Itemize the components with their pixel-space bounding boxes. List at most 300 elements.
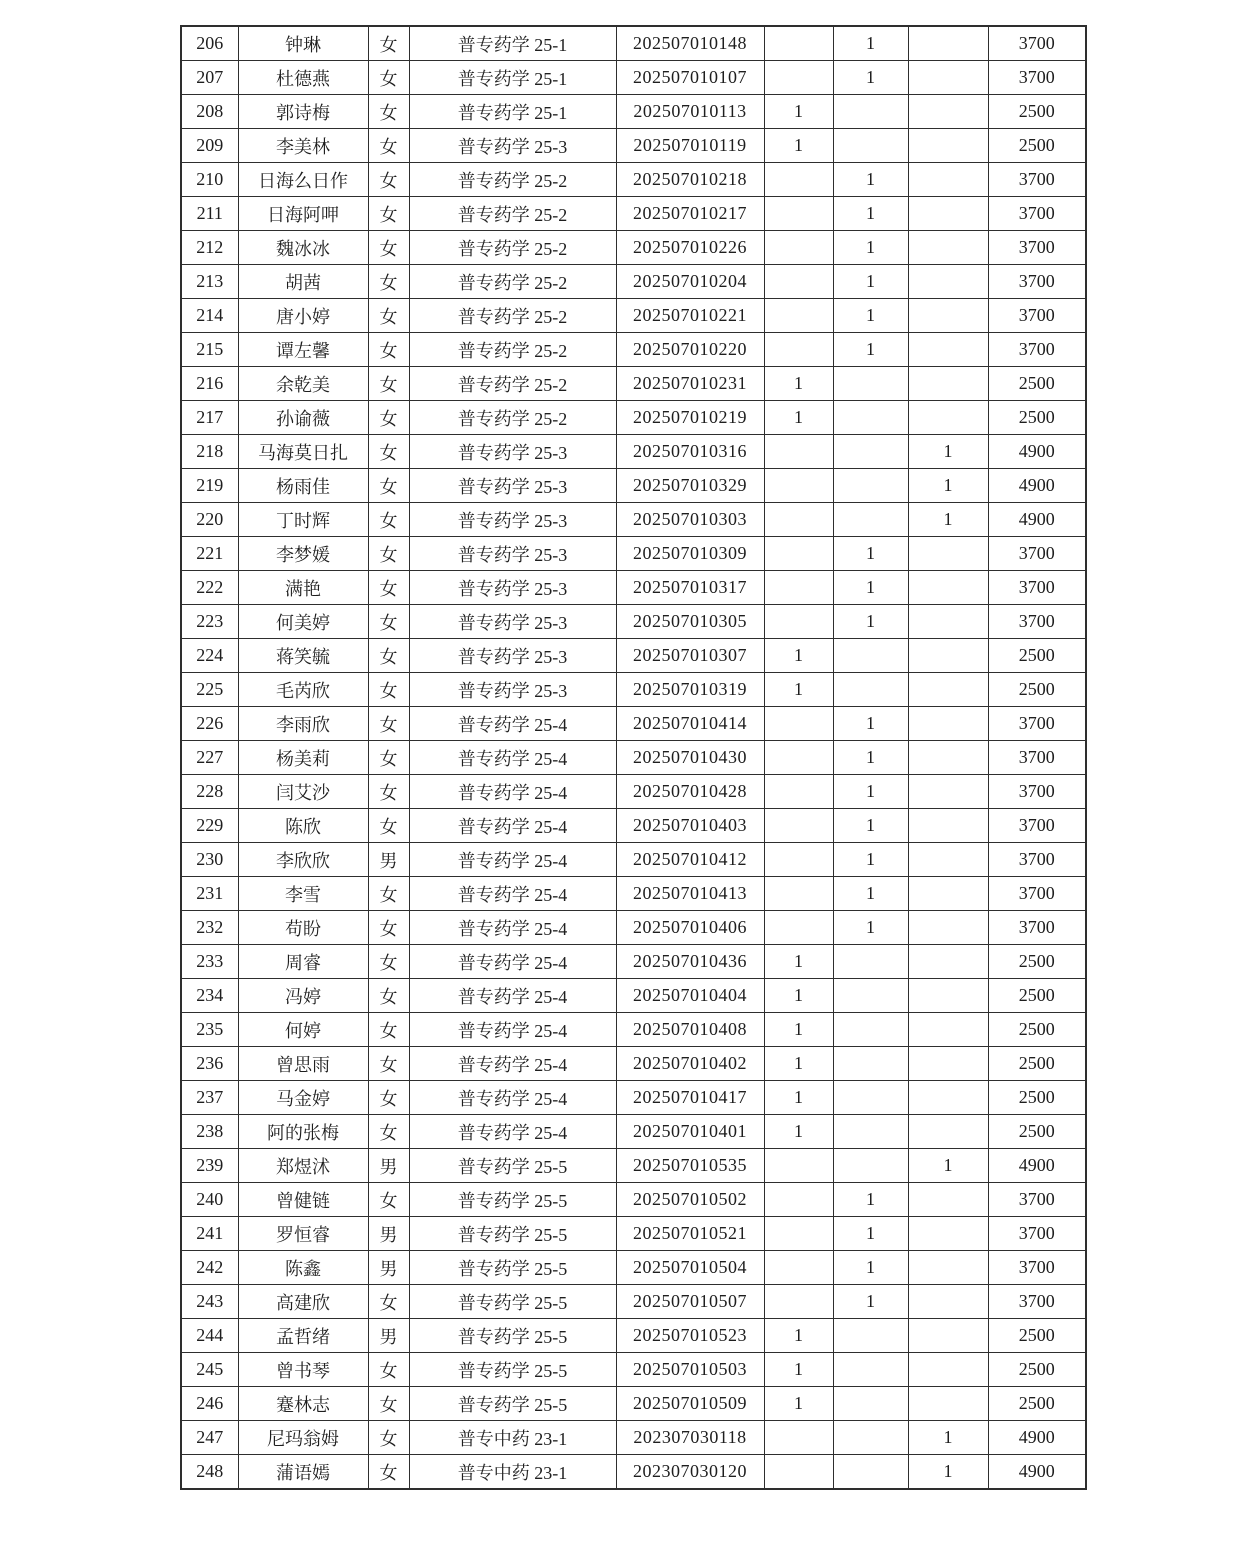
cell-gender: 女	[368, 26, 409, 61]
table-row	[181, 1149, 1086, 1183]
cell-class: 普专药学 25-2	[409, 163, 616, 197]
cell-amount: 2500	[988, 673, 1086, 707]
cell-student-id: 202507010413	[616, 877, 764, 911]
cell-mark-tier-4900	[908, 95, 988, 129]
cell-mark-tier-3700: 1	[833, 1285, 908, 1319]
cell-seq: 236	[181, 1047, 238, 1081]
cell-name: 毛芮欣	[238, 673, 368, 707]
cell-amount: 2500	[988, 401, 1086, 435]
cell-mark-tier-3700	[833, 401, 908, 435]
cell-amount: 3700	[988, 333, 1086, 367]
cell-mark-tier-4900: 1	[908, 503, 988, 537]
cell-class: 普专药学 25-4	[409, 741, 616, 775]
table-row	[181, 469, 1086, 503]
cell-mark-tier-2500	[764, 877, 833, 911]
cell-gender: 女	[368, 1081, 409, 1115]
cell-name: 何婷	[238, 1013, 368, 1047]
cell-seq: 233	[181, 945, 238, 979]
table-row	[181, 945, 1086, 979]
cell-amount: 4900	[988, 469, 1086, 503]
table-row	[181, 503, 1086, 537]
table-row	[181, 1115, 1086, 1149]
cell-student-id: 202507010316	[616, 435, 764, 469]
cell-mark-tier-4900: 1	[908, 469, 988, 503]
cell-name: 李欣欣	[238, 843, 368, 877]
cell-name: 曾健链	[238, 1183, 368, 1217]
cell-mark-tier-3700	[833, 367, 908, 401]
cell-mark-tier-4900	[908, 1387, 988, 1421]
cell-mark-tier-4900	[908, 979, 988, 1013]
cell-amount: 2500	[988, 1319, 1086, 1353]
cell-name: 魏冰冰	[238, 231, 368, 265]
cell-mark-tier-2500: 1	[764, 1387, 833, 1421]
cell-gender: 女	[368, 741, 409, 775]
cell-mark-tier-3700	[833, 129, 908, 163]
cell-amount: 3700	[988, 265, 1086, 299]
cell-class: 普专药学 25-5	[409, 1353, 616, 1387]
cell-class: 普专药学 25-3	[409, 435, 616, 469]
cell-name: 曾思雨	[238, 1047, 368, 1081]
cell-seq: 208	[181, 95, 238, 129]
cell-student-id: 202507010217	[616, 197, 764, 231]
cell-seq: 237	[181, 1081, 238, 1115]
cell-mark-tier-3700: 1	[833, 1217, 908, 1251]
cell-mark-tier-2500	[764, 707, 833, 741]
cell-student-id: 202507010417	[616, 1081, 764, 1115]
cell-name: 闫艾沙	[238, 775, 368, 809]
cell-mark-tier-4900	[908, 1047, 988, 1081]
cell-class: 普专药学 25-3	[409, 605, 616, 639]
cell-mark-tier-2500	[764, 503, 833, 537]
cell-class: 普专药学 25-3	[409, 571, 616, 605]
cell-mark-tier-4900: 1	[908, 1455, 988, 1490]
cell-student-id: 202507010521	[616, 1217, 764, 1251]
cell-mark-tier-4900	[908, 707, 988, 741]
cell-student-id: 202507010221	[616, 299, 764, 333]
cell-gender: 女	[368, 503, 409, 537]
cell-student-id: 202507010436	[616, 945, 764, 979]
cell-class: 普专药学 25-2	[409, 265, 616, 299]
cell-seq: 227	[181, 741, 238, 775]
table-row	[181, 1387, 1086, 1421]
cell-class: 普专药学 25-3	[409, 503, 616, 537]
cell-class: 普专药学 25-4	[409, 1081, 616, 1115]
cell-amount: 3700	[988, 809, 1086, 843]
cell-class: 普专药学 25-5	[409, 1319, 616, 1353]
cell-student-id: 202507010329	[616, 469, 764, 503]
cell-mark-tier-3700	[833, 435, 908, 469]
cell-amount: 4900	[988, 1455, 1086, 1490]
cell-seq: 245	[181, 1353, 238, 1387]
cell-class: 普专药学 25-4	[409, 707, 616, 741]
roster-body	[181, 26, 1086, 1489]
cell-amount: 2500	[988, 979, 1086, 1013]
cell-gender: 男	[368, 1217, 409, 1251]
cell-name: 陈鑫	[238, 1251, 368, 1285]
cell-mark-tier-3700: 1	[833, 1251, 908, 1285]
cell-seq: 242	[181, 1251, 238, 1285]
cell-mark-tier-3700: 1	[833, 231, 908, 265]
cell-class: 普专中药 23-1	[409, 1455, 616, 1490]
cell-student-id: 202507010317	[616, 571, 764, 605]
cell-name: 日海么日作	[238, 163, 368, 197]
cell-seq: 228	[181, 775, 238, 809]
cell-seq: 240	[181, 1183, 238, 1217]
cell-amount: 3700	[988, 537, 1086, 571]
cell-name: 苟盼	[238, 911, 368, 945]
cell-student-id: 202507010507	[616, 1285, 764, 1319]
cell-mark-tier-4900	[908, 1115, 988, 1149]
table-row	[181, 673, 1086, 707]
cell-seq: 207	[181, 61, 238, 95]
cell-mark-tier-3700: 1	[833, 26, 908, 61]
table-row	[181, 333, 1086, 367]
cell-mark-tier-2500	[764, 231, 833, 265]
cell-mark-tier-3700: 1	[833, 299, 908, 333]
cell-seq: 246	[181, 1387, 238, 1421]
table-row	[181, 197, 1086, 231]
cell-mark-tier-2500	[764, 1149, 833, 1183]
cell-name: 周睿	[238, 945, 368, 979]
cell-name: 余乾美	[238, 367, 368, 401]
cell-seq: 209	[181, 129, 238, 163]
cell-name: 罗恒睿	[238, 1217, 368, 1251]
cell-gender: 男	[368, 843, 409, 877]
cell-seq: 239	[181, 1149, 238, 1183]
cell-mark-tier-2500	[764, 163, 833, 197]
cell-mark-tier-3700	[833, 1455, 908, 1490]
cell-amount: 2500	[988, 1353, 1086, 1387]
cell-class: 普专药学 25-4	[409, 775, 616, 809]
cell-amount: 3700	[988, 1217, 1086, 1251]
cell-gender: 女	[368, 435, 409, 469]
cell-gender: 女	[368, 809, 409, 843]
cell-class: 普专药学 25-4	[409, 945, 616, 979]
cell-gender: 男	[368, 1251, 409, 1285]
cell-student-id: 202507010428	[616, 775, 764, 809]
cell-class: 普专药学 25-4	[409, 979, 616, 1013]
table-row	[181, 1353, 1086, 1387]
cell-gender: 女	[368, 163, 409, 197]
cell-name: 杜德燕	[238, 61, 368, 95]
cell-name: 陈欣	[238, 809, 368, 843]
cell-mark-tier-2500: 1	[764, 95, 833, 129]
cell-name: 满艳	[238, 571, 368, 605]
cell-student-id: 202507010402	[616, 1047, 764, 1081]
cell-gender: 女	[368, 911, 409, 945]
cell-amount: 2500	[988, 1387, 1086, 1421]
cell-seq: 213	[181, 265, 238, 299]
cell-mark-tier-4900	[908, 231, 988, 265]
cell-seq: 225	[181, 673, 238, 707]
cell-mark-tier-4900: 1	[908, 435, 988, 469]
cell-student-id: 202507010523	[616, 1319, 764, 1353]
cell-mark-tier-4900	[908, 401, 988, 435]
cell-seq: 219	[181, 469, 238, 503]
cell-seq: 229	[181, 809, 238, 843]
cell-mark-tier-4900	[908, 877, 988, 911]
cell-mark-tier-2500: 1	[764, 1319, 833, 1353]
cell-mark-tier-3700	[833, 945, 908, 979]
cell-mark-tier-4900	[908, 1251, 988, 1285]
cell-amount: 2500	[988, 1081, 1086, 1115]
cell-mark-tier-2500	[764, 571, 833, 605]
cell-gender: 女	[368, 231, 409, 265]
cell-mark-tier-4900	[908, 1081, 988, 1115]
cell-mark-tier-2500: 1	[764, 367, 833, 401]
cell-seq: 226	[181, 707, 238, 741]
cell-mark-tier-3700: 1	[833, 265, 908, 299]
cell-mark-tier-2500: 1	[764, 945, 833, 979]
cell-class: 普专药学 25-2	[409, 333, 616, 367]
cell-mark-tier-2500	[764, 1183, 833, 1217]
cell-name: 尼玛翁姆	[238, 1421, 368, 1455]
table-row	[181, 26, 1086, 61]
cell-mark-tier-4900	[908, 299, 988, 333]
cell-amount: 3700	[988, 1285, 1086, 1319]
cell-amount: 2500	[988, 639, 1086, 673]
cell-gender: 女	[368, 1285, 409, 1319]
cell-student-id: 202507010231	[616, 367, 764, 401]
cell-mark-tier-4900	[908, 911, 988, 945]
table-row	[181, 231, 1086, 265]
table-row	[181, 775, 1086, 809]
cell-class: 普专药学 25-5	[409, 1285, 616, 1319]
cell-mark-tier-2500	[764, 809, 833, 843]
cell-amount: 4900	[988, 1421, 1086, 1455]
cell-class: 普专药学 25-1	[409, 26, 616, 61]
cell-name: 马海莫日扎	[238, 435, 368, 469]
table-row	[181, 809, 1086, 843]
cell-amount: 2500	[988, 1013, 1086, 1047]
cell-class: 普专药学 25-5	[409, 1217, 616, 1251]
cell-student-id: 202507010403	[616, 809, 764, 843]
table-row	[181, 1421, 1086, 1455]
cell-mark-tier-3700: 1	[833, 605, 908, 639]
cell-mark-tier-4900	[908, 1013, 988, 1047]
cell-class: 普专药学 25-2	[409, 367, 616, 401]
cell-mark-tier-3700	[833, 1013, 908, 1047]
cell-class: 普专药学 25-4	[409, 877, 616, 911]
table-row	[181, 639, 1086, 673]
cell-amount: 3700	[988, 1183, 1086, 1217]
cell-mark-tier-2500: 1	[764, 129, 833, 163]
cell-seq: 210	[181, 163, 238, 197]
cell-student-id: 202507010305	[616, 605, 764, 639]
cell-mark-tier-2500	[764, 741, 833, 775]
cell-class: 普专药学 25-5	[409, 1387, 616, 1421]
cell-name: 丁时辉	[238, 503, 368, 537]
table-row	[181, 571, 1086, 605]
cell-student-id: 202507010401	[616, 1115, 764, 1149]
cell-name: 唐小婷	[238, 299, 368, 333]
cell-name: 何美婷	[238, 605, 368, 639]
table-row	[181, 265, 1086, 299]
cell-mark-tier-4900	[908, 741, 988, 775]
table-row	[181, 95, 1086, 129]
cell-mark-tier-3700	[833, 1421, 908, 1455]
table-row	[181, 1081, 1086, 1115]
table-row	[181, 163, 1086, 197]
cell-mark-tier-3700	[833, 1047, 908, 1081]
cell-seq: 211	[181, 197, 238, 231]
cell-amount: 3700	[988, 707, 1086, 741]
cell-class: 普专药学 25-3	[409, 537, 616, 571]
cell-amount: 3700	[988, 911, 1086, 945]
cell-gender: 女	[368, 775, 409, 809]
cell-name: 蹇林志	[238, 1387, 368, 1421]
cell-student-id: 202507010404	[616, 979, 764, 1013]
cell-gender: 女	[368, 333, 409, 367]
table-row	[181, 1217, 1086, 1251]
cell-student-id: 202507010408	[616, 1013, 764, 1047]
cell-name: 谭左馨	[238, 333, 368, 367]
cell-mark-tier-2500: 1	[764, 401, 833, 435]
cell-class: 普专药学 25-3	[409, 469, 616, 503]
cell-amount: 2500	[988, 367, 1086, 401]
cell-class: 普专药学 25-2	[409, 231, 616, 265]
cell-seq: 215	[181, 333, 238, 367]
cell-mark-tier-4900	[908, 809, 988, 843]
cell-gender: 女	[368, 673, 409, 707]
cell-gender: 女	[368, 401, 409, 435]
cell-student-id: 202507010509	[616, 1387, 764, 1421]
cell-amount: 2500	[988, 1047, 1086, 1081]
cell-gender: 女	[368, 1047, 409, 1081]
cell-class: 普专药学 25-1	[409, 95, 616, 129]
cell-gender: 女	[368, 1421, 409, 1455]
cell-amount: 3700	[988, 231, 1086, 265]
cell-seq: 217	[181, 401, 238, 435]
cell-student-id: 202507010113	[616, 95, 764, 129]
cell-mark-tier-3700: 1	[833, 571, 908, 605]
cell-mark-tier-2500	[764, 775, 833, 809]
cell-mark-tier-3700: 1	[833, 163, 908, 197]
cell-class: 普专药学 25-1	[409, 61, 616, 95]
cell-mark-tier-4900	[908, 367, 988, 401]
cell-name: 钟琳	[238, 26, 368, 61]
cell-seq: 206	[181, 26, 238, 61]
cell-student-id: 202507010406	[616, 911, 764, 945]
cell-student-id: 202507010504	[616, 1251, 764, 1285]
cell-mark-tier-2500: 1	[764, 1081, 833, 1115]
table-row	[181, 129, 1086, 163]
table-row	[181, 1013, 1086, 1047]
cell-student-id: 202507010319	[616, 673, 764, 707]
cell-seq: 248	[181, 1455, 238, 1490]
cell-class: 普专药学 25-5	[409, 1183, 616, 1217]
cell-gender: 女	[368, 877, 409, 911]
cell-seq: 220	[181, 503, 238, 537]
cell-class: 普专药学 25-4	[409, 1047, 616, 1081]
cell-student-id: 202507010503	[616, 1353, 764, 1387]
cell-mark-tier-3700: 1	[833, 877, 908, 911]
cell-seq: 224	[181, 639, 238, 673]
table-row	[181, 299, 1086, 333]
cell-student-id: 202507010412	[616, 843, 764, 877]
cell-mark-tier-3700: 1	[833, 809, 908, 843]
cell-mark-tier-3700	[833, 979, 908, 1013]
cell-student-id: 202507010307	[616, 639, 764, 673]
cell-student-id: 202507010148	[616, 26, 764, 61]
cell-mark-tier-3700: 1	[833, 61, 908, 95]
cell-gender: 女	[368, 95, 409, 129]
cell-seq: 238	[181, 1115, 238, 1149]
cell-student-id: 202507010502	[616, 1183, 764, 1217]
table-row	[181, 367, 1086, 401]
cell-amount: 3700	[988, 26, 1086, 61]
cell-mark-tier-3700: 1	[833, 911, 908, 945]
cell-amount: 2500	[988, 95, 1086, 129]
cell-mark-tier-4900	[908, 945, 988, 979]
cell-mark-tier-2500	[764, 843, 833, 877]
cell-name: 郑煜沭	[238, 1149, 368, 1183]
cell-seq: 212	[181, 231, 238, 265]
table-row	[181, 1319, 1086, 1353]
cell-mark-tier-4900	[908, 333, 988, 367]
cell-gender: 女	[368, 639, 409, 673]
cell-mark-tier-2500	[764, 911, 833, 945]
cell-mark-tier-3700	[833, 673, 908, 707]
cell-name: 孟哲绪	[238, 1319, 368, 1353]
cell-name: 马金婷	[238, 1081, 368, 1115]
cell-gender: 女	[368, 197, 409, 231]
cell-gender: 女	[368, 1115, 409, 1149]
cell-amount: 4900	[988, 435, 1086, 469]
cell-class: 普专药学 25-3	[409, 639, 616, 673]
cell-gender: 女	[368, 571, 409, 605]
cell-amount: 4900	[988, 1149, 1086, 1183]
cell-mark-tier-2500	[764, 435, 833, 469]
cell-student-id: 202507010219	[616, 401, 764, 435]
cell-gender: 女	[368, 1353, 409, 1387]
cell-amount: 4900	[988, 503, 1086, 537]
cell-name: 曾书琴	[238, 1353, 368, 1387]
cell-gender: 女	[368, 1455, 409, 1490]
cell-mark-tier-3700	[833, 639, 908, 673]
cell-student-id: 202307030118	[616, 1421, 764, 1455]
cell-name: 高建欣	[238, 1285, 368, 1319]
cell-student-id: 202507010220	[616, 333, 764, 367]
cell-student-id: 202507010414	[616, 707, 764, 741]
cell-mark-tier-4900	[908, 673, 988, 707]
cell-class: 普专药学 25-2	[409, 197, 616, 231]
cell-class: 普专药学 25-3	[409, 129, 616, 163]
table-row	[181, 435, 1086, 469]
cell-name: 李梦媛	[238, 537, 368, 571]
cell-name: 冯婷	[238, 979, 368, 1013]
cell-class: 普专中药 23-1	[409, 1421, 616, 1455]
cell-class: 普专药学 25-4	[409, 1013, 616, 1047]
cell-amount: 2500	[988, 945, 1086, 979]
cell-mark-tier-3700	[833, 1081, 908, 1115]
cell-seq: 244	[181, 1319, 238, 1353]
cell-mark-tier-2500: 1	[764, 1047, 833, 1081]
cell-name: 杨美莉	[238, 741, 368, 775]
table-row	[181, 401, 1086, 435]
cell-mark-tier-4900	[908, 26, 988, 61]
cell-mark-tier-4900	[908, 639, 988, 673]
cell-name: 阿的张梅	[238, 1115, 368, 1149]
cell-mark-tier-4900: 1	[908, 1149, 988, 1183]
cell-seq: 243	[181, 1285, 238, 1319]
cell-mark-tier-2500	[764, 1455, 833, 1490]
table-row	[181, 605, 1086, 639]
cell-seq: 214	[181, 299, 238, 333]
cell-mark-tier-3700	[833, 1353, 908, 1387]
cell-seq: 223	[181, 605, 238, 639]
cell-mark-tier-3700: 1	[833, 741, 908, 775]
